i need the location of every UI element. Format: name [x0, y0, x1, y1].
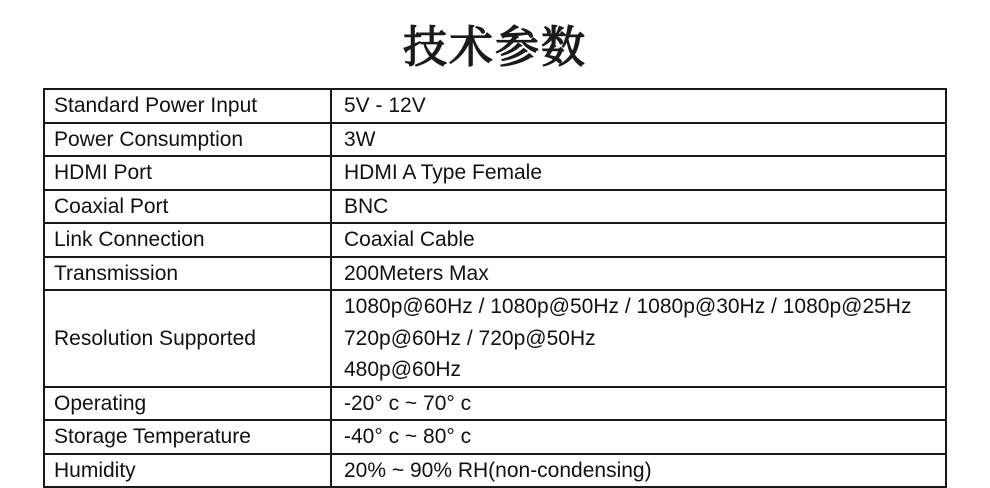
table-row: [44, 123, 946, 157]
table-row: [44, 156, 946, 190]
spec-value-line: 480p@60Hz: [344, 358, 462, 381]
spec-label: Coaxial Port: [44, 190, 331, 224]
spec-value: [331, 420, 946, 454]
spec-label: Resolution Supported: [44, 290, 331, 387]
table-row: [44, 223, 946, 257]
spec-value: [331, 156, 946, 190]
spec-value: [331, 454, 946, 488]
spec-value-line: 3W: [344, 127, 376, 151]
spec-label: Link Connection: [44, 223, 331, 257]
spec-value-line: 720p@60Hz / 720p@50Hz: [344, 326, 596, 350]
spec-label: Storage Temperature: [44, 420, 331, 454]
spec-value: [331, 290, 946, 387]
spec-value-line: Coaxial Cable: [344, 228, 475, 251]
spec-value: [331, 190, 946, 224]
spec-value-line: 20% ~ 90% RH(non-condensing): [344, 458, 652, 482]
spec-value-line: 1080p@60Hz / 1080p@50Hz / 1080p@30Hz / 1080p@25Hz: [344, 295, 912, 318]
spec-label: Humidity: [44, 454, 331, 488]
table-row: [44, 257, 946, 291]
spec-label: HDMI Port: [44, 156, 331, 190]
spec-value: [331, 387, 946, 421]
specs-table: [43, 88, 947, 488]
spec-value-line: 200Meters Max: [344, 261, 489, 285]
spec-value: [331, 89, 946, 123]
spec-value-line: HDMI A Type Female: [344, 161, 543, 184]
spec-label: Standard Power Input: [44, 89, 331, 123]
spec-value: [331, 123, 946, 157]
spec-value: [331, 257, 946, 291]
spec-label: Transmission: [44, 257, 331, 291]
spec-value-line: -40° c ~ 80° c: [344, 425, 472, 448]
page-title: 技术参数: [403, 22, 587, 73]
spec-label: Operating: [44, 387, 331, 421]
table-row: [44, 420, 946, 454]
spec-value-line: BNC: [344, 194, 389, 218]
table-row: [44, 454, 946, 488]
spec-label: Power Consumption: [44, 123, 331, 157]
spec-value-line: -20° c ~ 70° c: [344, 391, 472, 415]
table-row: [44, 89, 946, 123]
spec-value: [331, 223, 946, 257]
spec-value-line: 5V - 12V: [344, 94, 426, 117]
table-row: [44, 387, 946, 421]
table-row: [44, 190, 946, 224]
table-row: [44, 290, 946, 387]
